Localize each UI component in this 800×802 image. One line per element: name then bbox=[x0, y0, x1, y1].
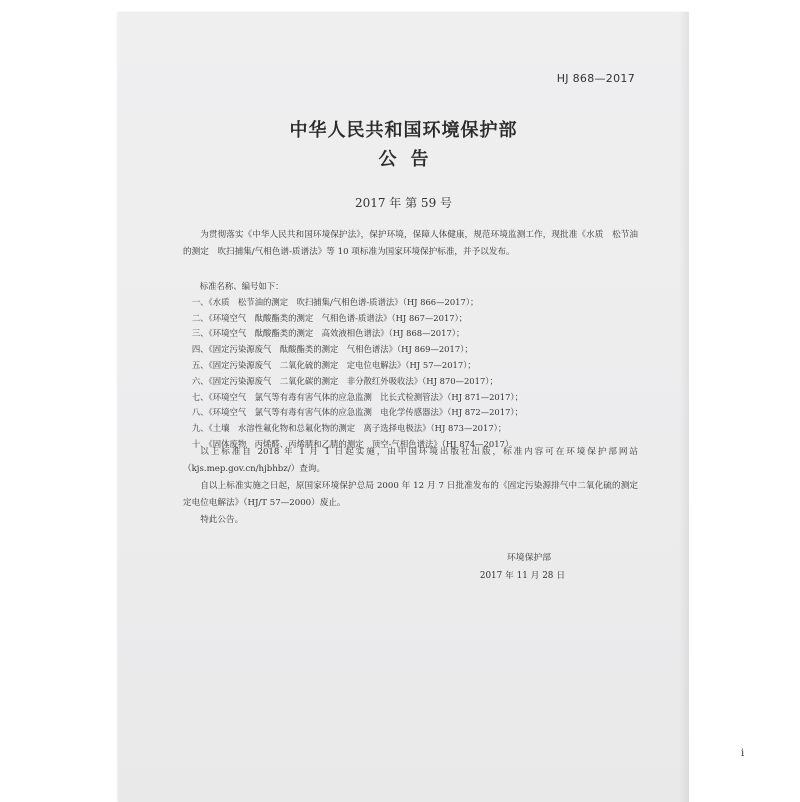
page-subtitle: 公告 bbox=[378, 149, 443, 170]
list-item: 四、《固定污染源废气 酞酸酯类的测定 气相色谱法》（HJ 869—2017）； bbox=[191, 344, 473, 355]
signature-block bbox=[480, 549, 565, 585]
abolition-paragraph: 自以上标准实施之日起，原国家环境保护总局 2000 年 12 月 7 日批准发布的《固定污染源排气中二氧化硫的测定 定电位电解法》（HJ/T 57—2000）废止。 bbox=[183, 481, 647, 508]
intro-paragraph: 为贯彻落实《中华人民共和国环境保护法》，保护环境，保障人体健康，规范环境监测工作，现批准《水质 松节油的测定 吹扫捕集/气相色谱-质谱法》等 10 项标准为国家环境保护标准，并予以发布。 bbox=[183, 230, 638, 258]
signature-org: 环境保护部 bbox=[507, 553, 551, 563]
document-page bbox=[118, 12, 745, 802]
announcement-number: 2017 年 第 59 号 bbox=[354, 196, 453, 210]
list-item: 七、《环境空气 氯气等有毒有害气体的应急监测 比长式检测管法》（HJ 871—2017）； bbox=[191, 391, 523, 402]
list-item: 二、《环境空气 酞酸酯类的测定 气相色谱-质谱法》（HJ 867—2017）； bbox=[191, 312, 468, 323]
list-item: 八、《环境空气 氯气等有毒有害气体的应急监测 电化学传感器法》（HJ 872—2017）； bbox=[191, 407, 523, 418]
closing-paragraph: 特此公告。 bbox=[200, 515, 244, 525]
list-item: 一、《水质 松节油的测定 吹扫捕集/气相色谱-质谱法》（HJ 866—2017）； bbox=[191, 296, 479, 307]
implementation-paragraph: 以上标准自 2018 年 1 月 1 日起实施，由中国环境出版社出版，标准内容可在环境保护部网站（kjs.mep.gov.cn/hjbhbz/）查询。 bbox=[183, 447, 638, 474]
page-number: i bbox=[741, 748, 745, 759]
list-item: 九、《土壤 水溶性氟化物和总氟化物的测定 离子选择电极法》（HJ 873—2017）； bbox=[191, 423, 507, 434]
list-item: 五、《固定污染源废气 二氧化硫的测定 定电位电解法》（HJ 57—2017）； bbox=[191, 359, 476, 370]
intro-section bbox=[183, 227, 638, 262]
list-item: 六、《固定污染源废气 二氧化碳的测定 非分散红外吸收法》（HJ 870—2017）； bbox=[191, 375, 498, 386]
signature-date: 2017 年 11 月 28 日 bbox=[479, 571, 565, 581]
page-title: 中华人民共和国环境保护部 bbox=[289, 120, 518, 141]
list-item: 三、《环境空气 酞酸酯类的测定 高效液相色谱法》（HJ 868—2017）； bbox=[191, 328, 465, 339]
standards-list bbox=[183, 279, 643, 453]
list-heading: 标准名称、编号如下： bbox=[199, 281, 284, 291]
closing-section bbox=[183, 444, 647, 529]
standard-number: HJ 868—2017 bbox=[556, 72, 635, 85]
list-item: 十、《固体废物 丙烯醛、丙烯腈和乙腈的测定 顶空-气相色谱法》（HJ 874—2017）。 bbox=[191, 438, 518, 449]
